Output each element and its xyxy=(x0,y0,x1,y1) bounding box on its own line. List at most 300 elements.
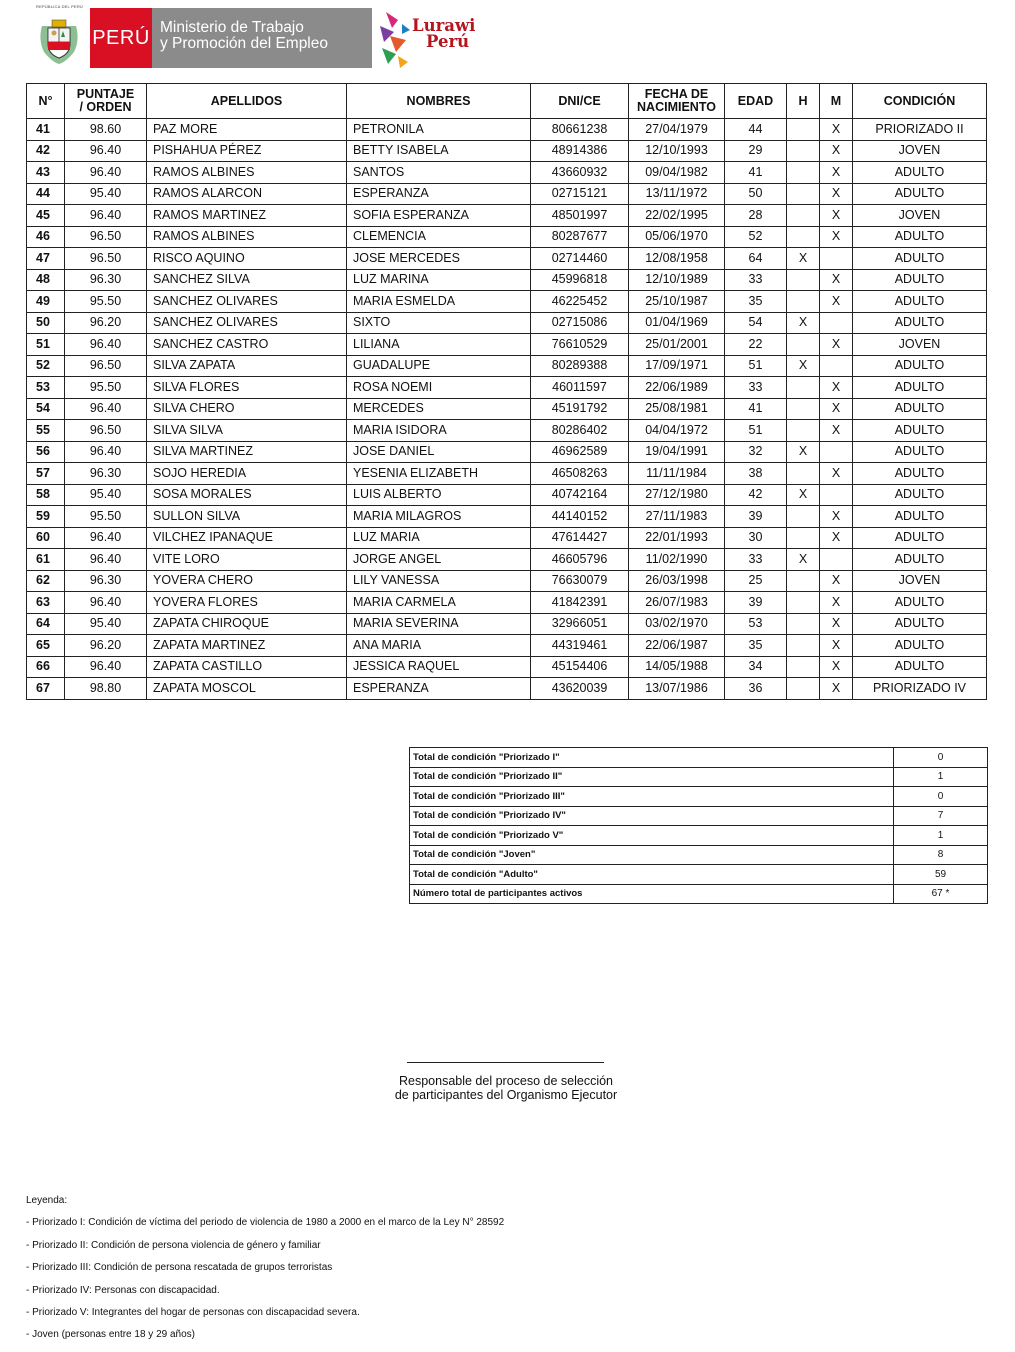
cell-fecha: 05/06/1970 xyxy=(629,226,725,248)
cell-nombres: PETRONILA xyxy=(347,119,531,141)
cell-h: X xyxy=(787,248,820,270)
cell-puntaje: 95.50 xyxy=(65,291,147,313)
cell-nombres: BETTY ISABELA xyxy=(347,140,531,162)
table-row xyxy=(27,463,987,485)
cell-m xyxy=(820,441,853,463)
cell-condicion: ADULTO xyxy=(853,635,987,657)
cell-dni: 02715086 xyxy=(531,312,629,334)
cell-nombres: CLEMENCIA xyxy=(347,226,531,248)
cell-apellidos: SANCHEZ OLIVARES xyxy=(147,312,347,334)
cell-nombres: SIXTO xyxy=(347,312,531,334)
cell-edad: 28 xyxy=(725,205,787,227)
cell-edad: 30 xyxy=(725,527,787,549)
cell-apellidos: YOVERA CHERO xyxy=(147,570,347,592)
cell-condicion: ADULTO xyxy=(853,613,987,635)
cell-n: 45 xyxy=(27,205,65,227)
totals-row xyxy=(410,748,988,768)
cell-h xyxy=(787,162,820,184)
cell-fecha: 22/02/1995 xyxy=(629,205,725,227)
cell-nombres: GUADALUPE xyxy=(347,355,531,377)
cell-m xyxy=(820,549,853,571)
cell-h xyxy=(787,592,820,614)
cell-n: 60 xyxy=(27,527,65,549)
legend-item: - Priorizado III: Condición de persona rescatada de grupos terroristas xyxy=(26,1262,333,1274)
table-row xyxy=(27,377,987,399)
table-row xyxy=(27,398,987,420)
cell-puntaje: 96.40 xyxy=(65,549,147,571)
totals-value: 7 xyxy=(894,806,988,826)
cell-m: X xyxy=(820,635,853,657)
cell-n: 58 xyxy=(27,484,65,506)
cell-puntaje: 96.40 xyxy=(65,140,147,162)
escudo-caption: REPÚBLICA DEL PERÚ xyxy=(36,4,84,9)
cell-condicion: ADULTO xyxy=(853,441,987,463)
cell-edad: 35 xyxy=(725,291,787,313)
cell-m: X xyxy=(820,291,853,313)
lurawi-line-1: Lurawi xyxy=(412,16,476,35)
cell-dni: 46605796 xyxy=(531,549,629,571)
cell-m: X xyxy=(820,613,853,635)
signature-caption xyxy=(356,1074,656,1102)
table-row xyxy=(27,420,987,442)
cell-n: 64 xyxy=(27,613,65,635)
cell-apellidos: ZAPATA MOSCOL xyxy=(147,678,347,700)
cell-m xyxy=(820,312,853,334)
signature-line-2: de participantes del Organismo Ejecutor xyxy=(394,1088,618,1102)
lurawi-title xyxy=(412,18,475,50)
lurawi-line-2: Perú xyxy=(426,32,470,51)
table-row xyxy=(27,441,987,463)
totals-label: Total de condición "Priorizado IV" xyxy=(410,806,894,826)
cell-fecha: 12/10/1993 xyxy=(629,140,725,162)
table-row xyxy=(27,205,987,227)
ministry-line-2: y Promoción del Empleo xyxy=(160,35,328,52)
cell-fecha: 04/04/1972 xyxy=(629,420,725,442)
cell-nombres: JESSICA RAQUEL xyxy=(347,656,531,678)
cell-condicion: ADULTO xyxy=(853,398,987,420)
cell-puntaje: 96.40 xyxy=(65,656,147,678)
cell-fecha: 03/02/1970 xyxy=(629,613,725,635)
cell-edad: 29 xyxy=(725,140,787,162)
cell-apellidos: ZAPATA MARTINEZ xyxy=(147,635,347,657)
cell-h xyxy=(787,377,820,399)
cell-condicion: ADULTO xyxy=(853,484,987,506)
cell-fecha: 27/11/1983 xyxy=(629,506,725,528)
cell-dni: 45191792 xyxy=(531,398,629,420)
cell-fecha: 14/05/1988 xyxy=(629,656,725,678)
cell-dni: 46962589 xyxy=(531,441,629,463)
signature-line xyxy=(407,1062,604,1063)
page-header xyxy=(30,4,476,70)
cell-nombres: JOSE DANIEL xyxy=(347,441,531,463)
cell-dni: 46508263 xyxy=(531,463,629,485)
totals-row xyxy=(410,884,988,904)
cell-h: X xyxy=(787,549,820,571)
cell-condicion: ADULTO xyxy=(853,269,987,291)
cell-nombres: MARIA MILAGROS xyxy=(347,506,531,528)
cell-n: 51 xyxy=(27,334,65,356)
cell-edad: 64 xyxy=(725,248,787,270)
cell-n: 47 xyxy=(27,248,65,270)
cell-fecha: 01/04/1969 xyxy=(629,312,725,334)
cell-dni: 45996818 xyxy=(531,269,629,291)
cell-condicion: ADULTO xyxy=(853,549,987,571)
cell-condicion: ADULTO xyxy=(853,312,987,334)
cell-condicion: ADULTO xyxy=(853,226,987,248)
cell-dni: 32966051 xyxy=(531,613,629,635)
totals-label: Total de condición "Joven" xyxy=(410,845,894,865)
cell-nombres: ESPERANZA xyxy=(347,678,531,700)
cell-condicion: JOVEN xyxy=(853,205,987,227)
cell-n: 67 xyxy=(27,678,65,700)
cell-m: X xyxy=(820,269,853,291)
cell-puntaje: 98.80 xyxy=(65,678,147,700)
cell-puntaje: 95.40 xyxy=(65,484,147,506)
cell-h xyxy=(787,656,820,678)
header-puntaje xyxy=(65,84,147,119)
cell-dni: 76610529 xyxy=(531,334,629,356)
cell-fecha: 12/08/1958 xyxy=(629,248,725,270)
cell-puntaje: 96.40 xyxy=(65,441,147,463)
cell-h: X xyxy=(787,355,820,377)
cell-m: X xyxy=(820,226,853,248)
table-row xyxy=(27,183,987,205)
cell-h xyxy=(787,269,820,291)
cell-m: X xyxy=(820,140,853,162)
cell-nombres: MARIA ISIDORA xyxy=(347,420,531,442)
cell-puntaje: 96.40 xyxy=(65,162,147,184)
table-row xyxy=(27,678,987,700)
cell-fecha: 26/03/1998 xyxy=(629,570,725,592)
cell-condicion: ADULTO xyxy=(853,592,987,614)
cell-m: X xyxy=(820,506,853,528)
cell-edad: 50 xyxy=(725,183,787,205)
header-fecha-line-1: FECHA DE xyxy=(644,87,709,101)
cell-apellidos: RAMOS ALBINES xyxy=(147,162,347,184)
cell-edad: 22 xyxy=(725,334,787,356)
cell-m: X xyxy=(820,463,853,485)
cell-puntaje: 95.50 xyxy=(65,506,147,528)
cell-n: 53 xyxy=(27,377,65,399)
cell-edad: 33 xyxy=(725,377,787,399)
cell-edad: 32 xyxy=(725,441,787,463)
totals-label: Total de condición "Adulto" xyxy=(410,865,894,885)
cell-nombres: MARIA CARMELA xyxy=(347,592,531,614)
legend-title: Leyenda: xyxy=(26,1195,68,1206)
table-body xyxy=(27,119,987,700)
cell-nombres: SOFIA ESPERANZA xyxy=(347,205,531,227)
cell-dni: 76630079 xyxy=(531,570,629,592)
cell-condicion: ADULTO xyxy=(853,420,987,442)
cell-condicion: ADULTO xyxy=(853,463,987,485)
cell-fecha: 19/04/1991 xyxy=(629,441,725,463)
table-row xyxy=(27,592,987,614)
cell-h xyxy=(787,334,820,356)
legend-item: - Priorizado I: Condición de víctima del periodo de violencia de 1980 a 2000 en el marco de la Ley N° 28592 xyxy=(26,1217,505,1229)
cell-puntaje: 96.30 xyxy=(65,463,147,485)
cell-n: 62 xyxy=(27,570,65,592)
cell-dni: 48914386 xyxy=(531,140,629,162)
cell-m: X xyxy=(820,570,853,592)
cell-apellidos: SILVA ZAPATA xyxy=(147,355,347,377)
cell-h: X xyxy=(787,441,820,463)
cell-dni: 48501997 xyxy=(531,205,629,227)
table-row xyxy=(27,570,987,592)
table-row xyxy=(27,291,987,313)
cell-apellidos: VILCHEZ IPANAQUE xyxy=(147,527,347,549)
cell-m xyxy=(820,248,853,270)
cell-edad: 44 xyxy=(725,119,787,141)
cell-apellidos: SILVA CHERO xyxy=(147,398,347,420)
cell-m: X xyxy=(820,592,853,614)
cell-n: 43 xyxy=(27,162,65,184)
cell-apellidos: RAMOS MARTINEZ xyxy=(147,205,347,227)
cell-puntaje: 96.50 xyxy=(65,355,147,377)
cell-m: X xyxy=(820,398,853,420)
cell-h xyxy=(787,291,820,313)
legend-item: - Priorizado IV: Personas con discapacidad. xyxy=(26,1284,220,1296)
cell-fecha: 22/01/1993 xyxy=(629,527,725,549)
cell-apellidos: PAZ MORE xyxy=(147,119,347,141)
cell-m: X xyxy=(820,162,853,184)
cell-n: 59 xyxy=(27,506,65,528)
cell-dni: 44140152 xyxy=(531,506,629,528)
table-row xyxy=(27,140,987,162)
cell-h xyxy=(787,506,820,528)
table-row xyxy=(27,484,987,506)
cell-m: X xyxy=(820,527,853,549)
cell-fecha: 22/06/1989 xyxy=(629,377,725,399)
cell-apellidos: PISHAHUA PÉREZ xyxy=(147,140,347,162)
cell-m xyxy=(820,484,853,506)
cell-edad: 52 xyxy=(725,226,787,248)
table-row xyxy=(27,656,987,678)
totals-row xyxy=(410,806,988,826)
cell-puntaje: 96.50 xyxy=(65,226,147,248)
cell-apellidos: YOVERA FLORES xyxy=(147,592,347,614)
cell-edad: 36 xyxy=(725,678,787,700)
cell-nombres: LUZ MARIA xyxy=(347,527,531,549)
cell-h xyxy=(787,398,820,420)
cell-apellidos: ZAPATA CASTILLO xyxy=(147,656,347,678)
cell-edad: 41 xyxy=(725,398,787,420)
cell-condicion: JOVEN xyxy=(853,334,987,356)
lurawi-emblem-icon xyxy=(376,6,416,70)
table-row xyxy=(27,162,987,184)
totals-row xyxy=(410,826,988,846)
cell-edad: 33 xyxy=(725,549,787,571)
cell-apellidos: SILVA FLORES xyxy=(147,377,347,399)
totals-label: Total de condición "Priorizado V" xyxy=(410,826,894,846)
cell-m: X xyxy=(820,334,853,356)
cell-edad: 38 xyxy=(725,463,787,485)
cell-apellidos: RAMOS ALBINES xyxy=(147,226,347,248)
cell-n: 48 xyxy=(27,269,65,291)
table-row xyxy=(27,527,987,549)
cell-edad: 35 xyxy=(725,635,787,657)
cell-puntaje: 96.40 xyxy=(65,205,147,227)
cell-puntaje: 96.30 xyxy=(65,570,147,592)
cell-n: 49 xyxy=(27,291,65,313)
totals-label: Total de condición "Priorizado III" xyxy=(410,787,894,807)
cell-puntaje: 96.40 xyxy=(65,527,147,549)
ministry-line-1: Ministerio de Trabajo xyxy=(160,19,304,36)
legend-item: - Joven (personas entre 18 y 29 años) xyxy=(26,1329,195,1341)
totals-row xyxy=(410,865,988,885)
cell-apellidos: SILVA SILVA xyxy=(147,420,347,442)
cell-h xyxy=(787,119,820,141)
cell-n: 63 xyxy=(27,592,65,614)
cell-dni: 80286402 xyxy=(531,420,629,442)
cell-h xyxy=(787,183,820,205)
cell-m: X xyxy=(820,656,853,678)
cell-n: 52 xyxy=(27,355,65,377)
totals-label: Total de condición "Priorizado I" xyxy=(410,748,894,768)
cell-fecha: 17/09/1971 xyxy=(629,355,725,377)
legend xyxy=(26,1195,504,1352)
cell-nombres: LILIANA xyxy=(347,334,531,356)
table-row xyxy=(27,355,987,377)
header-puntaje-line-1: PUNTAJE xyxy=(76,87,135,101)
table-row xyxy=(27,613,987,635)
cell-nombres: MARIA SEVERINA xyxy=(347,613,531,635)
cell-nombres: ANA MARIA xyxy=(347,635,531,657)
cell-h xyxy=(787,635,820,657)
cell-fecha: 13/11/1972 xyxy=(629,183,725,205)
cell-fecha: 09/04/1982 xyxy=(629,162,725,184)
cell-m: X xyxy=(820,420,853,442)
totals-label: Número total de participantes activos xyxy=(410,884,894,904)
cell-puntaje: 96.40 xyxy=(65,592,147,614)
legend-item: - Priorizado II: Condición de persona violencia de género y familiar xyxy=(26,1239,321,1251)
cell-n: 65 xyxy=(27,635,65,657)
cell-condicion: ADULTO xyxy=(853,355,987,377)
cell-dni: 46011597 xyxy=(531,377,629,399)
cell-n: 61 xyxy=(27,549,65,571)
header-m: M xyxy=(820,84,853,119)
totals-value: 0 xyxy=(894,787,988,807)
table-row xyxy=(27,506,987,528)
cell-puntaje: 96.20 xyxy=(65,312,147,334)
cell-edad: 41 xyxy=(725,162,787,184)
ministry-name xyxy=(152,8,372,68)
cell-dni: 80287677 xyxy=(531,226,629,248)
cell-n: 41 xyxy=(27,119,65,141)
totals-value: 59 xyxy=(894,865,988,885)
cell-edad: 33 xyxy=(725,269,787,291)
cell-h xyxy=(787,527,820,549)
cell-h xyxy=(787,570,820,592)
cell-dni: 02714460 xyxy=(531,248,629,270)
cell-condicion: ADULTO xyxy=(853,656,987,678)
cell-nombres: ROSA NOEMI xyxy=(347,377,531,399)
table-row xyxy=(27,269,987,291)
cell-condicion: ADULTO xyxy=(853,248,987,270)
cell-nombres: JORGE ANGEL xyxy=(347,549,531,571)
header-condicion: CONDICIÓN xyxy=(853,84,987,119)
cell-apellidos: SANCHEZ OLIVARES xyxy=(147,291,347,313)
cell-m: X xyxy=(820,205,853,227)
cell-edad: 39 xyxy=(725,592,787,614)
cell-apellidos: SOSA MORALES xyxy=(147,484,347,506)
cell-fecha: 27/12/1980 xyxy=(629,484,725,506)
cell-dni: 43660932 xyxy=(531,162,629,184)
header-n: N° xyxy=(27,84,65,119)
cell-puntaje: 96.40 xyxy=(65,334,147,356)
cell-dni: 44319461 xyxy=(531,635,629,657)
cell-apellidos: SOJO HEREDIA xyxy=(147,463,347,485)
table-header-row xyxy=(27,84,987,119)
peru-coat-of-arms-icon xyxy=(34,10,84,66)
lurawi-logo xyxy=(376,6,486,70)
totals-value: 1 xyxy=(894,767,988,787)
ministry-logo xyxy=(90,8,372,68)
cell-puntaje: 95.50 xyxy=(65,377,147,399)
totals-value: 1 xyxy=(894,826,988,846)
cell-fecha: 25/10/1987 xyxy=(629,291,725,313)
legend-item: - Priorizado V: Integrantes del hogar de personas con discapacidad severa. xyxy=(26,1306,360,1318)
cell-apellidos: SANCHEZ CASTRO xyxy=(147,334,347,356)
totals-row xyxy=(410,845,988,865)
cell-edad: 51 xyxy=(725,420,787,442)
totals-value: 0 xyxy=(894,748,988,768)
cell-puntaje: 96.20 xyxy=(65,635,147,657)
header-nombres: NOMBRES xyxy=(347,84,531,119)
totals-row xyxy=(410,767,988,787)
cell-edad: 51 xyxy=(725,355,787,377)
cell-m: X xyxy=(820,678,853,700)
totals-label: Total de condición "Priorizado II" xyxy=(410,767,894,787)
cell-condicion: PRIORIZADO II xyxy=(853,119,987,141)
cell-n: 46 xyxy=(27,226,65,248)
cell-nombres: YESENIA ELIZABETH xyxy=(347,463,531,485)
cell-m: X xyxy=(820,119,853,141)
cell-puntaje: 98.60 xyxy=(65,119,147,141)
header-h: H xyxy=(787,84,820,119)
condition-totals-table xyxy=(409,747,988,904)
cell-dni: 45154406 xyxy=(531,656,629,678)
cell-edad: 54 xyxy=(725,312,787,334)
signature-line-1: Responsable del proceso de selección xyxy=(398,1074,614,1088)
peru-label: PERÚ xyxy=(90,8,152,68)
totals-body xyxy=(410,748,988,904)
cell-fecha: 27/04/1979 xyxy=(629,119,725,141)
cell-nombres: SANTOS xyxy=(347,162,531,184)
cell-h: X xyxy=(787,484,820,506)
cell-apellidos: SANCHEZ SILVA xyxy=(147,269,347,291)
cell-condicion: JOVEN xyxy=(853,140,987,162)
totals-value: 67 * xyxy=(894,884,988,904)
cell-puntaje: 96.40 xyxy=(65,398,147,420)
cell-nombres: ESPERANZA xyxy=(347,183,531,205)
cell-apellidos: RAMOS ALARCON xyxy=(147,183,347,205)
table-row xyxy=(27,226,987,248)
table-row xyxy=(27,312,987,334)
cell-nombres: MARIA ESMELDA xyxy=(347,291,531,313)
cell-edad: 25 xyxy=(725,570,787,592)
cell-h xyxy=(787,226,820,248)
cell-nombres: JOSE MERCEDES xyxy=(347,248,531,270)
header-apellidos: APELLIDOS xyxy=(147,84,347,119)
table-row xyxy=(27,248,987,270)
cell-fecha: 13/07/1986 xyxy=(629,678,725,700)
cell-fecha: 11/11/1984 xyxy=(629,463,725,485)
cell-condicion: ADULTO xyxy=(853,183,987,205)
cell-n: 50 xyxy=(27,312,65,334)
cell-apellidos: SILVA MARTINEZ xyxy=(147,441,347,463)
cell-h: X xyxy=(787,312,820,334)
cell-puntaje: 95.40 xyxy=(65,183,147,205)
